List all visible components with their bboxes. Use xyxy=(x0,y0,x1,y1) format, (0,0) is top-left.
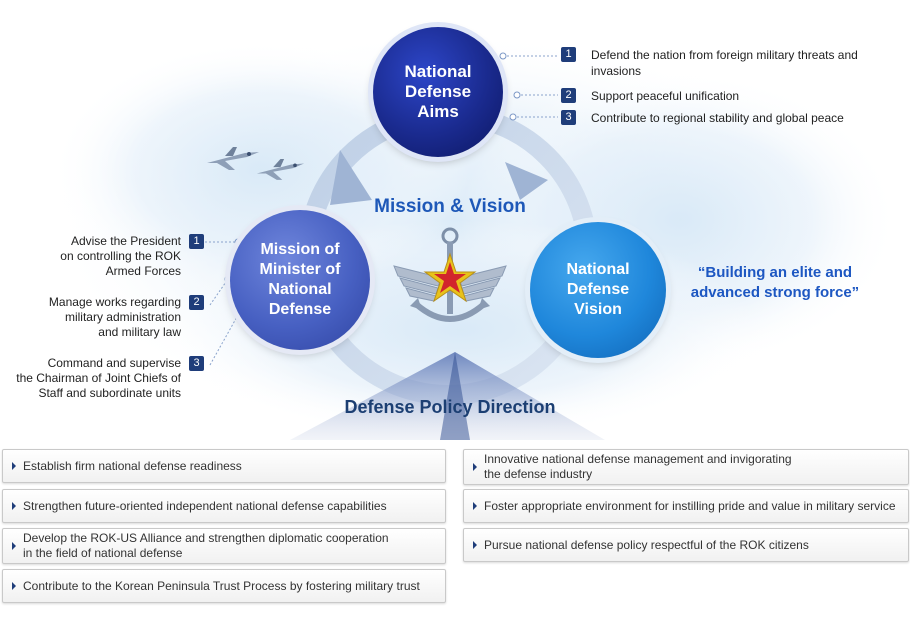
policy-text: Contribute to the Korean Peninsula Trust Process by fostering military trust xyxy=(23,578,420,593)
bullet-arrow-icon xyxy=(12,582,16,590)
number-badge: 1 xyxy=(561,47,576,62)
aim-text: Contribute to regional stability and global peace xyxy=(591,111,844,125)
number-badge: 3 xyxy=(561,110,576,125)
mission-item-1 xyxy=(60,234,204,279)
national-defense-aims-circle xyxy=(373,27,503,157)
bullet-arrow-icon xyxy=(12,542,16,550)
policy-right-item-1 xyxy=(463,449,909,485)
vision-slogan: “Building an elite and advanced strong force” xyxy=(690,264,860,301)
mission-text: Advise the President on controlling the ROK Armed Forces xyxy=(60,234,181,278)
number-badge: 2 xyxy=(189,295,204,310)
mission-title: Mission of Minister of National Defense xyxy=(259,241,341,318)
aim-item-3 xyxy=(561,110,844,126)
policy-left-item-4 xyxy=(2,569,446,603)
policy-text: Pursue national defense policy respectful of the ROK citizens xyxy=(484,537,809,552)
policy-text: Develop the ROK-US Alliance and strengthen diplomatic cooperation in the field of national defense xyxy=(23,531,389,560)
policy-left-item-3 xyxy=(2,528,446,564)
policy-text: Establish firm national defense readiness xyxy=(23,458,242,473)
national-defense-vision-circle xyxy=(530,222,666,358)
policy-right-item-3 xyxy=(463,528,909,562)
mission-text: Command and supervise the Chairman of Joint Chiefs of Staff and subordinate units xyxy=(16,356,181,400)
bullet-arrow-icon xyxy=(473,541,477,549)
number-badge: 1 xyxy=(189,234,204,249)
bullet-arrow-icon xyxy=(12,462,16,470)
aim-item-1 xyxy=(561,47,858,79)
fighter-jet-icon xyxy=(255,155,305,183)
fighter-jet-icon xyxy=(205,143,260,173)
aim-text: Defend the nation from foreign military threats and invasions xyxy=(591,48,858,78)
aim-item-2 xyxy=(561,88,739,104)
mission-vision-title: Mission & Vision xyxy=(374,196,526,217)
bullet-arrow-icon xyxy=(473,502,477,510)
policy-direction-title: Defense Policy Direction xyxy=(344,397,556,417)
bullet-arrow-icon xyxy=(12,502,16,510)
policy-text: Innovative national defense management and invigorating the defense industry xyxy=(484,452,792,481)
aim-text: Support peaceful unification xyxy=(591,89,740,103)
mission-of-minister-circle xyxy=(230,210,370,350)
policy-text: Foster appropriate environment for instilling pride and value in military service xyxy=(484,498,896,513)
policy-left-item-2 xyxy=(2,489,446,523)
number-badge: 2 xyxy=(561,88,576,103)
bullet-arrow-icon xyxy=(473,463,477,471)
mission-text: Manage works regarding military administration and military law xyxy=(48,295,181,339)
policy-text: Strengthen future-oriented independent national defense capabilities xyxy=(23,498,387,513)
mission-item-2 xyxy=(49,295,204,340)
policy-right-item-2 xyxy=(463,489,909,523)
ministry-emblem-icon xyxy=(386,226,514,334)
number-badge: 3 xyxy=(189,356,204,371)
aims-title: National Defense Aims xyxy=(404,62,472,121)
mission-item-3 xyxy=(16,356,204,401)
vision-title: National Defense Vision xyxy=(566,261,630,318)
policy-left-item-1 xyxy=(2,449,446,483)
